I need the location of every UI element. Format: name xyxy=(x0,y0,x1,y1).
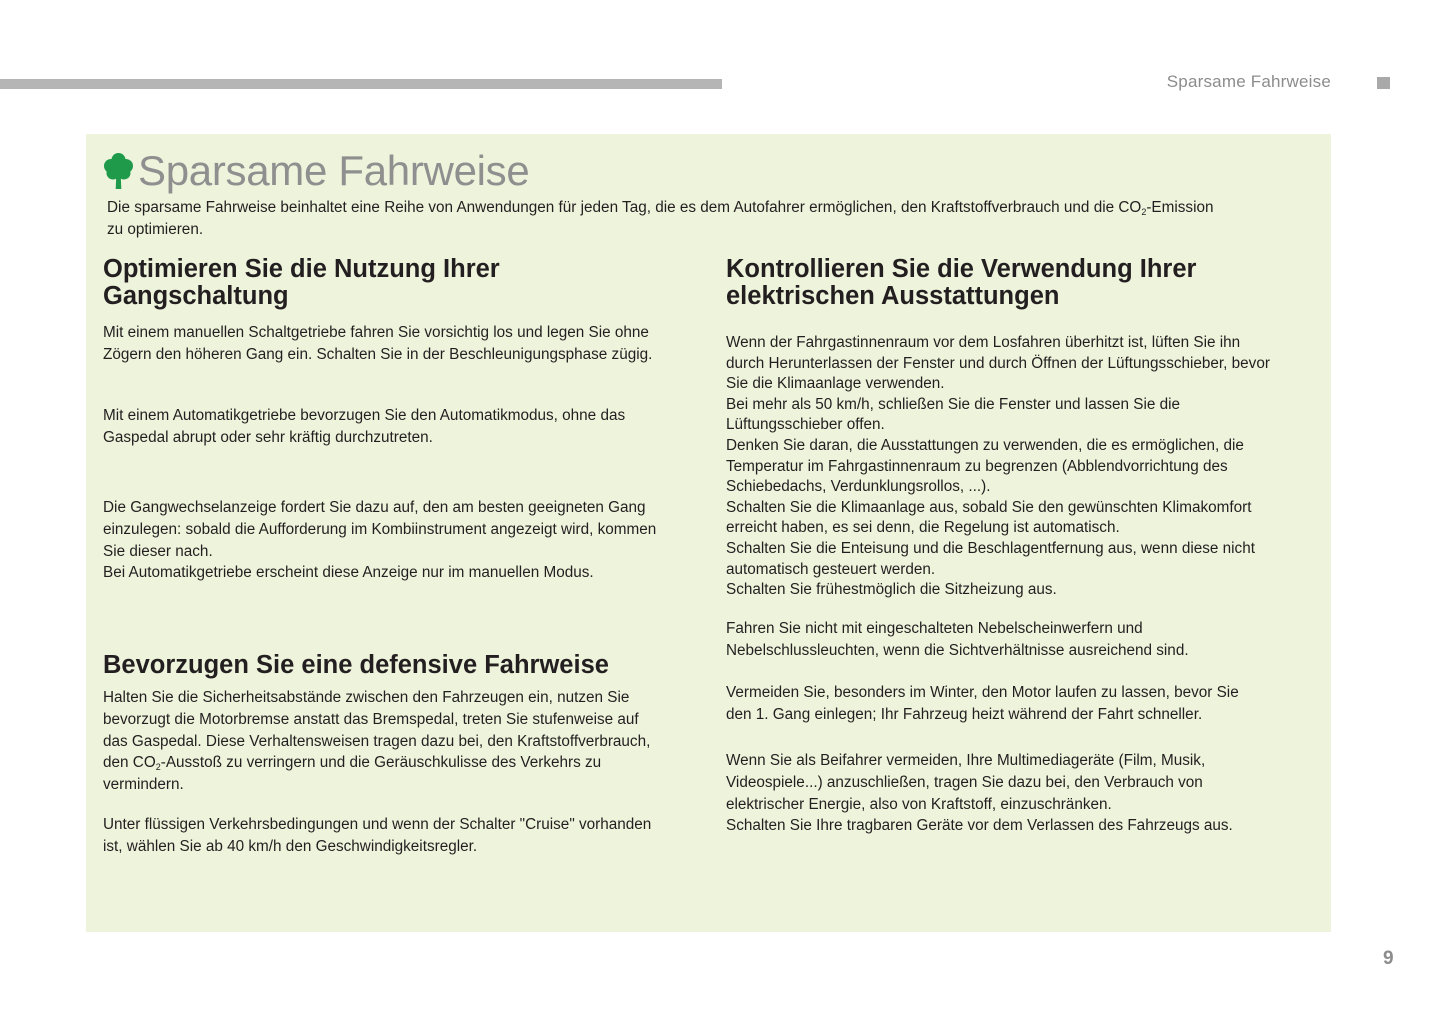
section-gear-shift xyxy=(103,256,703,310)
section-electrical-equipment xyxy=(726,256,1316,310)
paragraph-cruise-control: Unter flüssigen Verkehrsbedingungen und wenn der Schalter "Cruise" vorhanden ist, wählen Sie ab 40 km/h den Geschwindigkeitsregler. xyxy=(103,816,652,855)
paragraph-manual-gearbox: Mit einem manuellen Schaltgetriebe fahren Sie vorsichtig los und legen Sie ohne Zögern den höheren Gang ein. Schalten Sie in der Beschleunigungsphase zügig. xyxy=(103,324,653,363)
page-number: 9 xyxy=(1383,948,1394,969)
paragraph-fog-lights: Fahren Sie nicht mit eingeschalteten Nebelscheinwerfern und Nebelschlussleuchten, wenn die Sichtverhältnisse ausreichend sind. xyxy=(726,620,1189,659)
section-title: Optimieren Sie die Nutzung Ihrer Gangschaltung xyxy=(103,255,500,310)
paragraph-multimedia: Wenn Sie als Beifahrer vermeiden, Ihre Multimediageräte (Film, Musik, Videospiele...) anzuschließen, tragen Sie dazu bei, den Verbrauch von elektrischer Energie, also von Kraftstoff, einzuschränken. Schalten Sie Ihre tragbaren Geräte vor dem Verlassen des Fahrzeugs aus. xyxy=(726,752,1233,835)
section-title: Kontrollieren Sie die Verwendung Ihrer elektrischen Ausstattungen xyxy=(726,255,1197,310)
header-bar xyxy=(0,79,722,89)
paragraph-engine-idle: Vermeiden Sie, besonders im Winter, den Motor laufen zu lassen, bevor Sie den 1. Gang einlegen; Ihr Fahrzeug heizt während der Fahrt schneller. xyxy=(726,684,1239,723)
paragraph-automatic-gearbox: Mit einem Automatikgetriebe bevorzugen Sie den Automatikmodus, ohne das Gaspedal abrupt oder sehr kräftig durchzutreten. xyxy=(103,407,626,446)
paragraph-safety-distance: Halten Sie die Sicherheitsabstände zwischen den Fahrzeugen ein, nutzen Sie bevorzugt die Motorbremse anstatt das Bremspedal, treten Sie stufenweise auf das Gaspedal. Diese Verhaltensweisen tragen dazu bei, den Kraftstoffverbrauch, den $CO_2$-Ausstoß zu verringern und die Geräuschkulisse des Verkehrs zu vermindern. xyxy=(103,689,651,794)
running-title: Sparsame Fahrweise xyxy=(1166,72,1331,91)
page-title: Sparsame Fahrweise xyxy=(138,147,530,194)
paragraph-climate: Wenn der Fahrgastinnenraum vor dem Losfahren überhitzt ist, lüften Sie ihn durch Herunterlassen der Fenster und durch Öffnen der Lüftungsschieber, bevor Sie die Klimaanlage verwenden. Bei mehr als 50 km/h, schließen Sie die Fenster und lassen Sie die Lüftungsschieber offen. Denken Sie daran, die Ausstattungen zu verwenden, die es ermöglichen, die Temperatur im Fahrgastinnenraum zu begrenzen (Abblendvorrichtung des Schiebedachs, Verdunklungsrollos, ...). Schalten Sie die Klimaanlage aus, sobald Sie den gewünschten Klimakomfort erreicht haben, es sei denn, die Regelung ist automatisch. Schalten Sie die Enteisung und die Beschlagentfernung aus, wenn diese nicht automatisch gesteuert werden. Schalten Sie frühestmöglich die Sitzheizung aus. xyxy=(726,334,1270,599)
section-title: Bevorzugen Sie eine defensive Fahrweise xyxy=(103,651,609,679)
paragraph-gear-indicator: Die Gangwechselanzeige fordert Sie dazu auf, den am besten geeigneten Gang einzulegen: sobald die Aufforderung im Kombiinstrument angezeigt wird, kommen Sie dieser nach. Bei Automatikgetriebe erscheint diese Anzeige nur im manuellen Modus. xyxy=(103,499,657,582)
header-square xyxy=(1377,77,1390,89)
section-defensive-driving xyxy=(103,652,703,679)
title-row xyxy=(103,146,529,196)
tree-icon xyxy=(103,152,134,190)
intro-text: Die sparsame Fahrweise beinhaltet eine Reihe von Anwendungen für jeden Tag, die es dem Autofahrer ermöglichen, den Kraftstoffverbrauch und die $CO_2$-Emission zu optimieren. xyxy=(107,199,1214,238)
